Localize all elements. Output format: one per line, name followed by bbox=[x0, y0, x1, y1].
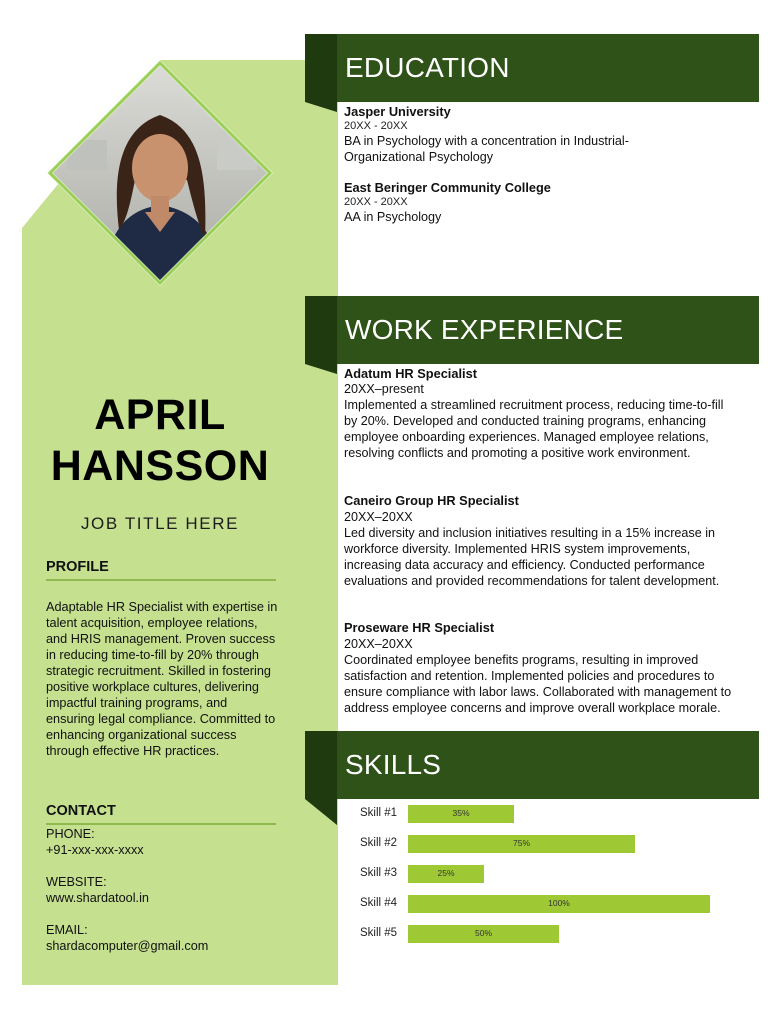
skill-bar bbox=[408, 865, 484, 883]
education-degree-1b: Organizational Psychology bbox=[344, 150, 494, 164]
skill-percent: 35% bbox=[452, 808, 470, 818]
skill-bar bbox=[408, 805, 514, 823]
work-description-1: Implemented a streamlined recruitment process, reducing time-to-fill by 20%. Developed and conducted training programs, enhancing employee onboarding experiences. Managed employee relations, resolving conflicts and promoting a positive work environment. bbox=[344, 398, 724, 460]
education-school-2: East Beringer Community College bbox=[344, 180, 551, 195]
education-degree-2: AA in Psychology bbox=[344, 210, 442, 224]
skill-percent: 75% bbox=[512, 838, 530, 848]
skills-heading: SKILLS bbox=[345, 749, 442, 780]
skill-track bbox=[408, 805, 710, 823]
skill-row bbox=[360, 805, 720, 825]
skill-label: Skill #5 bbox=[360, 927, 398, 939]
website-value[interactable]: www.shardatool.in bbox=[46, 891, 149, 905]
work-title-2: Caneiro Group HR Specialist bbox=[344, 493, 519, 508]
work-description-2: Led diversity and inclusion initiatives resulting in a 15% increase in workforce diversity. Implemented HRIS system improvements, increasing data accuracy and efficiency. Conducted performance evaluations and provided recommendations for talent development. bbox=[344, 526, 720, 588]
email-label: EMAIL: bbox=[46, 923, 88, 937]
skill-row bbox=[360, 865, 720, 885]
skill-percent: 50% bbox=[474, 928, 492, 938]
skill-label: Skill #1 bbox=[360, 807, 398, 819]
email-value[interactable]: shardacomputer@gmail.com bbox=[46, 939, 209, 953]
skill-row bbox=[360, 895, 720, 915]
skill-label: Skill #4 bbox=[360, 897, 398, 909]
profile-text: Adaptable HR Specialist with expertise in talent acquisition, employee relations, and HRIS management. Proven success in reducing time-to-fill by 20% through strategic recruitment. Skilled in fostering positive workplace cultures, delivering impactful training programs, and ensuring legal compliance. Committed to enhancing organizational success through effective HR practices. bbox=[46, 600, 278, 758]
education-dates-1: 20XX - 20XX bbox=[344, 120, 408, 132]
education-dates-2: 20XX - 20XX bbox=[344, 196, 408, 208]
work-title-1: Adatum HR Specialist bbox=[344, 366, 477, 381]
work-banner-fold bbox=[305, 296, 337, 374]
skill-row bbox=[360, 835, 720, 855]
education-heading: EDUCATION bbox=[345, 52, 510, 83]
skill-bar bbox=[408, 895, 710, 913]
education-degree-1a: BA in Psychology with a concentration in Industrial- bbox=[344, 134, 629, 148]
skill-track bbox=[408, 925, 710, 943]
work-description-3: Coordinated employee benefits programs, resulting in improved satisfaction and retention. Implemented policies and procedures to ensure compliance with labor laws. Collaborated with management to address employee concerns and improve overall workplace morale. bbox=[344, 653, 732, 715]
skills-banner-fold bbox=[305, 731, 337, 825]
job-title: JOB TITLE HERE bbox=[80, 514, 240, 533]
work-dates-1: 20XX–present bbox=[344, 382, 424, 396]
profile-heading: PROFILE bbox=[46, 559, 109, 575]
skill-label: Skill #3 bbox=[360, 867, 398, 879]
skill-bar bbox=[408, 835, 635, 853]
last-name: HANSSON bbox=[50, 442, 270, 490]
first-name: APRIL bbox=[94, 391, 226, 439]
skill-bar bbox=[408, 925, 559, 943]
profile-divider bbox=[46, 579, 276, 581]
skill-percent: 100% bbox=[548, 898, 570, 908]
contact-divider bbox=[46, 823, 276, 825]
work-dates-2: 20XX–20XX bbox=[344, 510, 413, 524]
skill-percent: 25% bbox=[437, 868, 455, 878]
skill-track bbox=[408, 895, 710, 913]
contact-heading: CONTACT bbox=[46, 803, 116, 819]
education-banner-fold bbox=[305, 34, 337, 112]
phone-value: +91-xxx-xxx-xxxx bbox=[46, 843, 144, 857]
website-label: WEBSITE: bbox=[46, 875, 107, 889]
skill-track bbox=[408, 865, 710, 883]
work-title-3: Proseware HR Specialist bbox=[344, 620, 495, 635]
phone-label: PHONE: bbox=[46, 827, 95, 841]
skill-label: Skill #2 bbox=[360, 837, 398, 849]
work-dates-3: 20XX–20XX bbox=[344, 637, 413, 651]
skill-row bbox=[360, 925, 720, 945]
education-school-1: Jasper University bbox=[344, 104, 451, 119]
profile-photo bbox=[47, 60, 273, 286]
skill-track bbox=[408, 835, 710, 853]
work-heading: WORK EXPERIENCE bbox=[345, 314, 624, 345]
